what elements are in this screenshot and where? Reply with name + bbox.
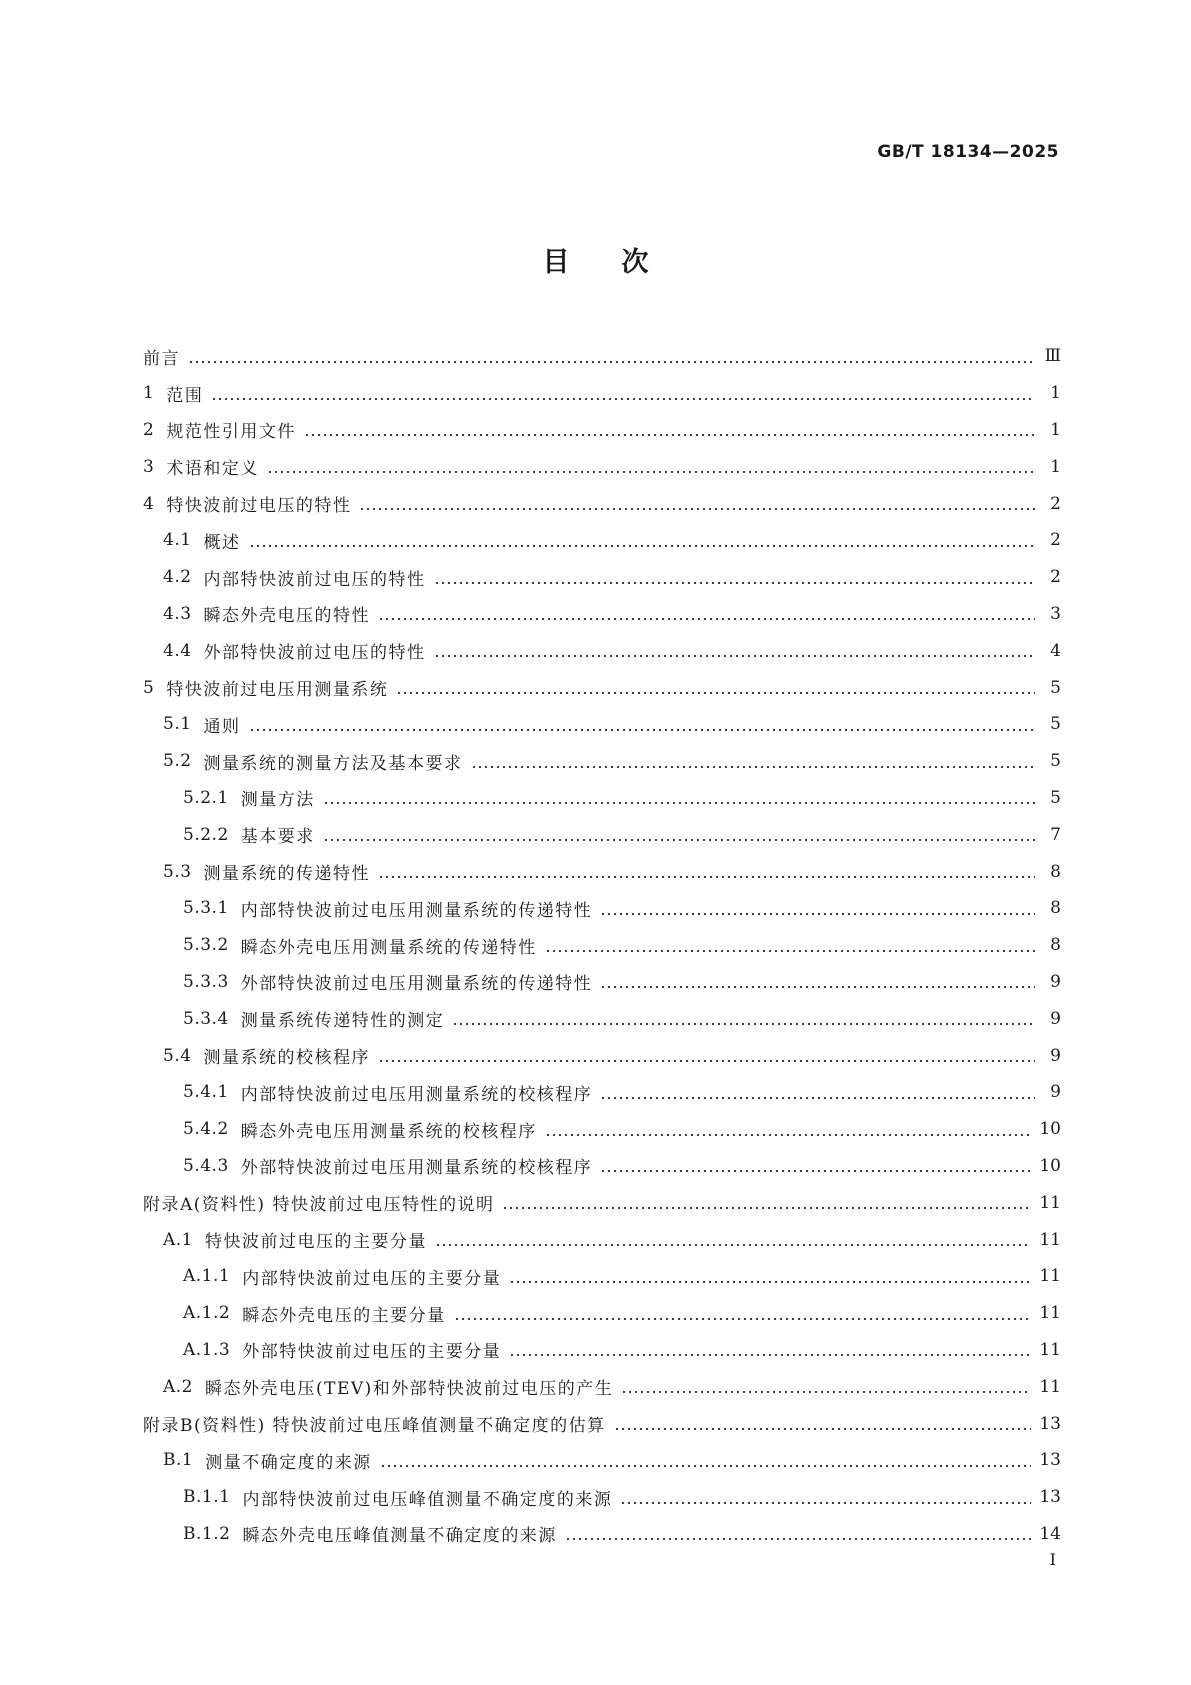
toc-entry-number: 4.4	[163, 640, 192, 661]
toc-entry-title: 内部特快波前过电压峰值测量不确定度的来源	[242, 1489, 613, 1510]
toc-entry-number: A.1.2	[183, 1303, 231, 1324]
toc-entry-title: 外部特快波前过电压用测量系统的传递特性	[240, 974, 593, 995]
toc-entry-number: 5.3	[163, 861, 192, 882]
toc-entry-number: 4	[143, 493, 155, 514]
toc-entry-number: 4.1	[163, 530, 192, 551]
toc-entry-number: 5.3.1	[183, 898, 229, 919]
dot-leader	[188, 348, 1035, 365]
toc-entry-number: 2	[143, 419, 155, 440]
dot-leader	[211, 385, 1035, 402]
toc-entry[interactable]	[143, 927, 1061, 964]
toc-entry-title: 外部特快波前过电压的主要分量	[242, 1342, 502, 1363]
toc-entry-title: 概述	[203, 532, 241, 553]
toc-entry[interactable]	[143, 1405, 1061, 1442]
toc-entry-title: 特快波前过电压用测量系统	[166, 680, 389, 701]
toc-entry[interactable]	[143, 1479, 1061, 1516]
toc-entry-page: 2	[1050, 567, 1061, 588]
dot-leader	[267, 458, 1035, 475]
toc-entry-number: 5	[143, 677, 155, 698]
toc-entry-number: A.1.3	[183, 1339, 231, 1360]
toc-entry-title: 附录A(资料性) 特快波前过电压特性的说明	[143, 1195, 495, 1216]
toc-entry-title: 测量系统传递特性的测定	[240, 1011, 445, 1032]
dot-leader	[249, 532, 1035, 549]
toc-entry[interactable]	[143, 412, 1061, 449]
toc-entry[interactable]	[143, 338, 1061, 375]
toc-entry-title: 规范性引用文件	[166, 422, 296, 443]
dot-leader	[600, 1084, 1035, 1101]
toc-entry-page: 11	[1039, 1229, 1061, 1250]
toc-entry[interactable]	[143, 1000, 1061, 1037]
dot-leader	[378, 863, 1035, 880]
toc-entry[interactable]	[143, 816, 1061, 853]
toc-entry[interactable]	[143, 448, 1061, 485]
toc-entry-page: 5	[1050, 751, 1061, 772]
toc-entry[interactable]	[143, 669, 1061, 706]
toc-entry[interactable]	[143, 743, 1061, 780]
toc-entry[interactable]	[143, 1295, 1061, 1332]
dot-leader	[620, 1489, 1031, 1506]
dot-leader	[434, 569, 1035, 586]
toc-entry[interactable]	[143, 853, 1061, 890]
toc-entry-page: 1	[1050, 383, 1061, 404]
dot-leader	[565, 1525, 1031, 1542]
toc-entry[interactable]	[143, 1442, 1061, 1479]
toc-entry-title: 通则	[203, 716, 241, 737]
toc-entry[interactable]	[143, 1184, 1061, 1221]
toc-entry[interactable]	[143, 559, 1061, 596]
toc-entry-page: 9	[1050, 1008, 1061, 1029]
toc-entry[interactable]	[143, 1074, 1061, 1111]
toc-entry-page: 9	[1050, 971, 1061, 992]
dot-leader	[621, 1378, 1031, 1395]
toc-entry[interactable]	[143, 596, 1061, 633]
toc-entry-number: B.1	[163, 1450, 194, 1471]
toc-entry-page: 5	[1050, 787, 1061, 808]
page-number: I	[1049, 1550, 1056, 1569]
toc-entry-number: B.1.1	[183, 1487, 231, 1508]
toc-entry-number: A.1	[163, 1229, 193, 1250]
toc-entry-title: 内部特快波前过电压的主要分量	[242, 1268, 502, 1289]
toc-entry-number: 5.4	[163, 1045, 192, 1066]
toc-entry-title: 测量系统的校核程序	[203, 1048, 371, 1069]
toc-entry[interactable]	[143, 1516, 1061, 1553]
toc-entry[interactable]	[143, 1221, 1061, 1258]
toc-entry-page: 2	[1050, 530, 1061, 551]
toc-entry[interactable]	[143, 780, 1061, 817]
toc-entry-page: 13	[1039, 1413, 1061, 1434]
toc-entry-page: 2	[1050, 493, 1061, 514]
standard-code: GB/T 18134—2025	[877, 142, 1059, 162]
toc-entry-page: 13	[1039, 1487, 1061, 1508]
toc-entry-title: 特快波前过电压的特性	[166, 496, 352, 517]
toc-entry-number: 5.4.3	[183, 1155, 229, 1176]
dot-leader	[359, 495, 1035, 512]
toc-entry-title: 特快波前过电压的主要分量	[205, 1232, 427, 1253]
toc-entry[interactable]	[143, 1148, 1061, 1185]
toc-entry-number: 1	[143, 383, 155, 404]
dot-leader	[600, 973, 1035, 990]
dot-leader	[614, 1415, 1032, 1432]
toc-entry-page: 10	[1039, 1119, 1061, 1140]
toc-entry-page: 4	[1050, 640, 1061, 661]
toc-entry-title: 瞬态外壳电压(TEV)和外部特快波前过电压的产生	[205, 1379, 614, 1400]
toc-entry-number: 4.2	[163, 567, 192, 588]
toc-entry-page: 11	[1039, 1303, 1061, 1324]
toc-entry-page: 8	[1050, 935, 1061, 956]
toc-entry-title: 附录B(资料性) 特快波前过电压峰值测量不确定度的估算	[143, 1416, 606, 1436]
toc-entry-number: 5.3.3	[183, 971, 229, 992]
toc-entry-title: 内部特快波前过电压用测量系统的传递特性	[240, 900, 593, 921]
toc-entry-page: 14	[1039, 1523, 1061, 1544]
dot-leader	[380, 1452, 1032, 1469]
dot-leader	[249, 716, 1035, 733]
dot-leader	[509, 1268, 1031, 1285]
toc-entry-title: 术语和定义	[166, 459, 259, 480]
toc-entry-page: 11	[1039, 1266, 1061, 1287]
toc-entry-page: 9	[1050, 1082, 1061, 1103]
dot-leader	[396, 679, 1035, 696]
toc-entry-title: 外部特快波前过电压的特性	[203, 643, 426, 664]
toc-entry-page: 10	[1039, 1155, 1061, 1176]
dot-leader	[304, 421, 1035, 438]
toc-entry-title: 外部特快波前过电压用测量系统的校核程序	[240, 1158, 593, 1179]
toc-entry-number: 5.4.1	[183, 1082, 229, 1103]
dot-leader	[378, 605, 1035, 622]
toc-entry-title: 内部特快波前过电压的特性	[203, 569, 426, 590]
toc-entry[interactable]	[143, 1368, 1061, 1405]
dot-leader	[502, 1194, 1031, 1211]
toc-entry-title: 测量方法	[240, 790, 315, 811]
toc-entry-number: 5.2.1	[183, 787, 229, 808]
dot-leader	[434, 642, 1035, 659]
toc-entry-page: 8	[1050, 898, 1061, 919]
toc-entry-number: 5.2.2	[183, 824, 229, 845]
toc-entry[interactable]	[143, 485, 1061, 522]
toc-entry-number: 5.4.2	[183, 1119, 229, 1140]
toc-entry[interactable]	[143, 632, 1061, 669]
toc-entry[interactable]	[143, 1037, 1061, 1074]
dot-leader	[600, 900, 1035, 917]
dot-leader	[545, 1121, 1032, 1138]
toc-entry-page: 9	[1050, 1045, 1061, 1066]
toc-entry-number: B.1.2	[183, 1523, 231, 1544]
toc-entry-page: 1	[1050, 419, 1061, 440]
toc-entry-title: 瞬态外壳电压用测量系统的校核程序	[240, 1121, 537, 1142]
toc-entry-number: 3	[143, 456, 155, 477]
toc-entry-page: 3	[1050, 603, 1061, 624]
toc-entry-title: 测量系统的传递特性	[203, 864, 371, 885]
toc-entry-page: 8	[1050, 861, 1061, 882]
toc-entry[interactable]	[143, 522, 1061, 559]
toc-entry-title: 前言	[143, 348, 180, 369]
toc-entry-page: Ⅲ	[1044, 346, 1061, 367]
toc-entry[interactable]	[143, 375, 1061, 412]
toc-entry-title: 瞬态外壳电压的特性	[203, 606, 371, 627]
table-of-contents	[143, 338, 1061, 1552]
dot-leader	[435, 1231, 1031, 1248]
toc-entry-number: 5.1	[163, 714, 192, 735]
toc-entry-title: 测量不确定度的来源	[205, 1452, 372, 1473]
toc-entry-number: 5.3.4	[183, 1008, 229, 1029]
toc-entry-page: 11	[1039, 1376, 1061, 1397]
dot-leader	[471, 753, 1035, 770]
toc-entry[interactable]	[143, 890, 1061, 927]
toc-entry[interactable]	[143, 964, 1061, 1001]
toc-entry-number: 5.2	[163, 751, 192, 772]
dot-leader	[545, 937, 1035, 954]
toc-entry-page: 7	[1050, 824, 1061, 845]
dot-leader	[378, 1047, 1035, 1064]
toc-entry[interactable]	[143, 706, 1061, 743]
toc-entry-page: 11	[1039, 1192, 1061, 1213]
toc-entry[interactable]	[143, 1332, 1061, 1369]
toc-entry-number: A.2	[163, 1376, 193, 1397]
toc-entry-number: A.1.1	[183, 1266, 231, 1287]
toc-entry-title: 测量系统的测量方法及基本要求	[203, 753, 463, 774]
toc-entry-page: 1	[1050, 456, 1061, 477]
toc-entry-title: 瞬态外壳电压的主要分量	[242, 1305, 446, 1326]
dot-leader	[323, 826, 1035, 843]
toc-entry-page: 5	[1050, 677, 1061, 698]
toc-entry-number: 4.3	[163, 603, 192, 624]
toc-entry-title: 范围	[166, 385, 204, 406]
toc-entry-page: 5	[1050, 714, 1061, 735]
toc-entry-title: 内部特快波前过电压用测量系统的校核程序	[240, 1084, 593, 1105]
dot-leader	[600, 1157, 1031, 1174]
toc-entry-title: 瞬态外壳电压峰值测量不确定度的来源	[242, 1526, 557, 1547]
toc-entry-title: 基本要求	[240, 827, 315, 848]
toc-entry[interactable]	[143, 1258, 1061, 1295]
toc-entry-page: 11	[1039, 1339, 1061, 1360]
page-title: 目次	[542, 247, 701, 278]
dot-leader	[452, 1010, 1035, 1027]
toc-entry[interactable]	[143, 1111, 1061, 1148]
toc-entry-number: 5.3.2	[183, 935, 229, 956]
toc-entry-page: 13	[1039, 1450, 1061, 1471]
dot-leader	[323, 789, 1035, 806]
dot-leader	[509, 1341, 1031, 1358]
toc-entry-title: 瞬态外壳电压用测量系统的传递特性	[240, 937, 537, 958]
dot-leader	[454, 1305, 1032, 1322]
